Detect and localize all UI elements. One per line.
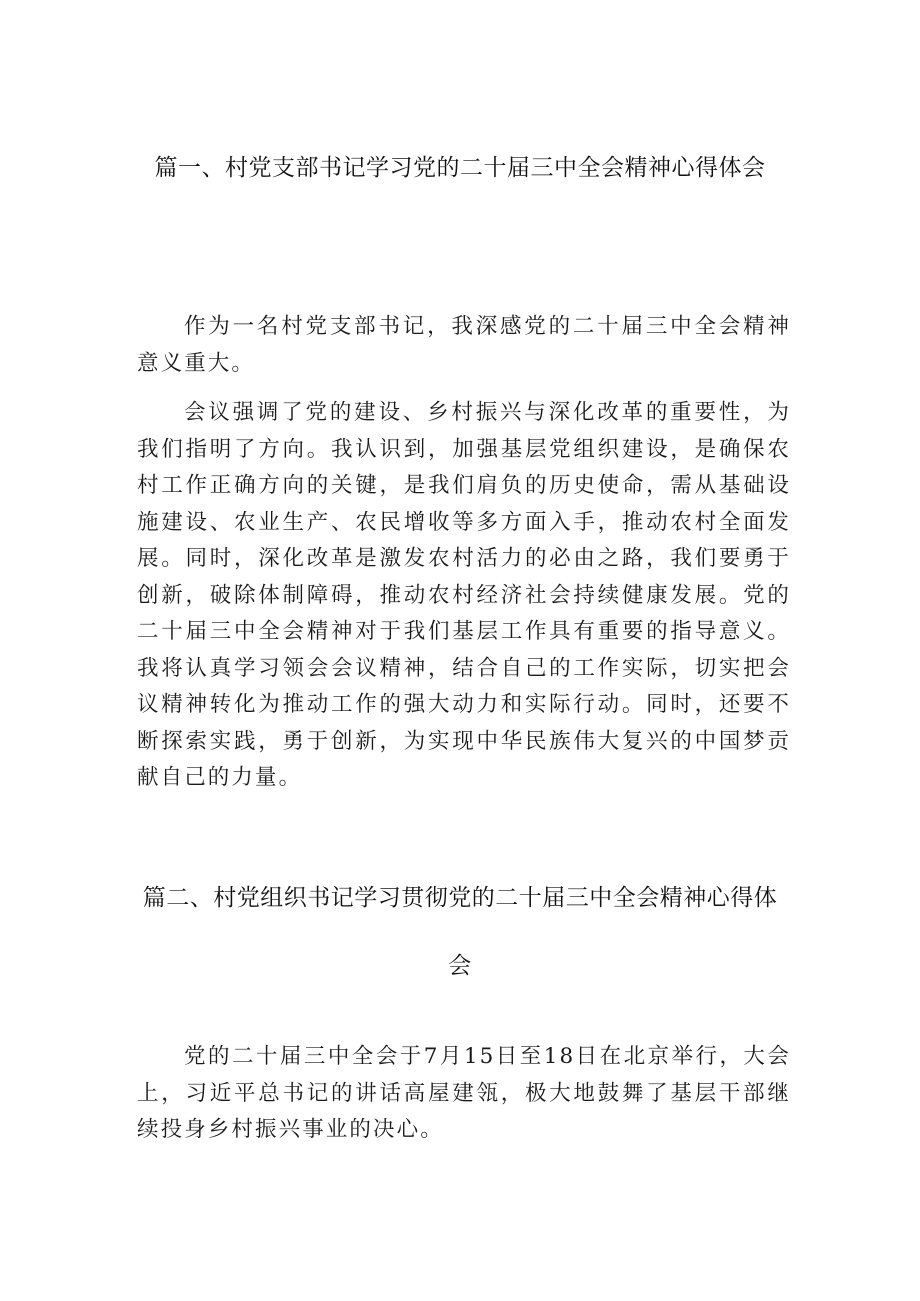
section-two-heading: 篇二、村党组织书记学习贯彻党的二十届三中全会精神心得体会	[142, 885, 778, 979]
section-one-paragraph-2: 会议强调了党的建设、乡村振兴与深化改革的重要性，为我们指明了方向。我认识到，加强基层党组织建设，是确保农村工作正确方向的关键，是我们肩负的历史使命，需从基础设施建设、农业生产、农民增收等多方面入手，推动农村全面发展。同时，深化改革是激发农村活力的必由之路，我们要勇于创新，破除体制障碍，推动农村经济社会持续健康发展。党的二十届三中全会精神对于我们基层工作具有重要的指导意义。我将认真学习领会会议精神，结合自己的工作实际，切实把会议精神转化为推动工作的强大动力和实际行动。同时，还要不断探索实践，勇于创新，为实现中华民族伟大复兴的中国梦贡献自己的力量。	[137, 400, 791, 790]
section-one-paragraph-1: 作为一名村党支部书记，我深感党的二十届三中全会精神意义重大。	[137, 314, 791, 376]
section-one-heading: 篇一、村党支部书记学习党的二十届三中全会精神心得体会	[154, 155, 766, 181]
section-two-paragraph-1: 党的二十届三中全会于7月15日至18日在北京举行，大会上，习近平总书记的讲话高屋建瓴，极大地鼓舞了基层干部继续投身乡村振兴事业的决心。	[137, 1044, 791, 1142]
